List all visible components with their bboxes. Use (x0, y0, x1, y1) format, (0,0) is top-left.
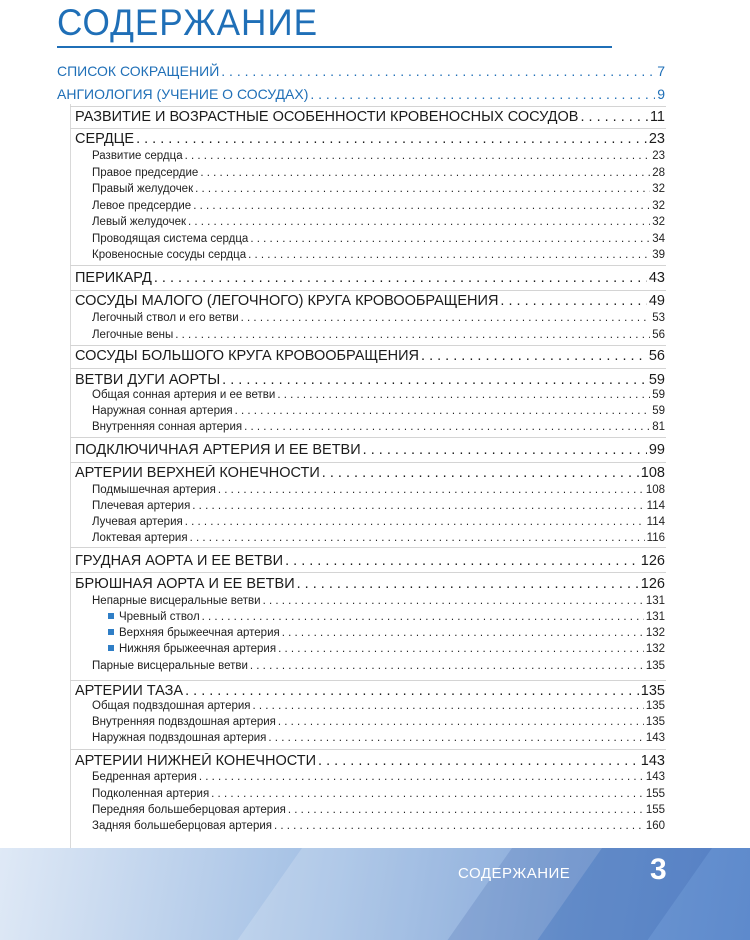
toc-divider (70, 462, 666, 463)
toc-divider (70, 437, 666, 438)
toc-entry[interactable]: АНГИОЛОГИЯ (УЧЕНИЕ О СОСУДАХ) . . . 9 (57, 86, 665, 102)
toc-divider (70, 128, 666, 129)
toc-entry[interactable]: ГРУДНАЯ АОРТА И ЕЕ ВЕТВИ . . . 126 (75, 553, 665, 569)
toc-divider (70, 749, 666, 750)
toc-entry[interactable]: АРТЕРИИ ТАЗА . . . 135 (75, 683, 665, 699)
toc-subentry[interactable]: Общая подвздошная артерия . . . 135 (92, 700, 665, 712)
toc-entry[interactable]: СПИСОК СОКРАЩЕНИЙ . . . 7 (57, 63, 665, 79)
toc-entry[interactable]: АРТЕРИИ ВЕРХНЕЙ КОНЕЧНОСТИ . . . 108 (75, 465, 665, 481)
toc-subsubentry[interactable]: Нижняя брыжеечная артерия . . . 132 (108, 643, 665, 655)
toc-subentry[interactable]: Кровеносные сосуды сердца . . . 39 (92, 249, 665, 261)
toc-divider (70, 106, 666, 107)
toc-divider (70, 680, 666, 681)
toc-entry[interactable]: БРЮШНАЯ АОРТА И ЕЕ ВЕТВИ . . . 126 (75, 576, 665, 592)
square-bullet-icon (108, 613, 114, 619)
toc-entry[interactable]: АРТЕРИИ НИЖНЕЙ КОНЕЧНОСТИ . . . 143 (75, 753, 665, 769)
toc-subentry[interactable]: Локтевая артерия . . . 116 (92, 532, 665, 544)
footer-section-label: СОДЕРЖАНИЕ (458, 865, 571, 882)
toc-subentry[interactable]: Бедренная артерия . . . 143 (92, 771, 665, 783)
toc-subsubentry[interactable]: Верхняя брыжеечная артерия . . . 132 (108, 627, 665, 639)
toc-subentry[interactable]: Правое предсердие . . . 28 (92, 167, 665, 179)
toc-subentry[interactable]: Общая сонная артерия и ее ветви . . . 59 (92, 389, 665, 401)
toc-subentry[interactable]: Легочные вены . . . 56 (92, 329, 665, 341)
toc-entry[interactable]: РАЗВИТИЕ И ВОЗРАСТНЫЕ ОСОБЕННОСТИ КРОВЕНОСНЫХ СОСУДОВ . . . 11 (75, 109, 665, 125)
square-bullet-icon (108, 629, 114, 635)
toc-divider (70, 547, 666, 548)
title-rule (57, 46, 612, 48)
toc-subentry[interactable]: Подмышечная артерия . . . 108 (92, 484, 665, 496)
square-bullet-icon (108, 645, 114, 651)
toc-subentry[interactable]: Непарные висцеральные ветви . . . 131 (92, 595, 665, 607)
toc-subentry[interactable]: Подколенная артерия . . . 155 (92, 788, 665, 800)
toc-divider (70, 368, 666, 369)
toc-subentry[interactable]: Внутренняя подвздошная артерия . . . 135 (92, 716, 665, 728)
toc-subentry[interactable]: Плечевая артерия . . . 114 (92, 500, 665, 512)
toc-subentry[interactable]: Правый желудочек . . . 32 (92, 183, 665, 195)
toc-entry[interactable]: СОСУДЫ БОЛЬШОГО КРУГА КРОВООБРАЩЕНИЯ . . . 56 (75, 348, 665, 364)
toc-subentry[interactable]: Наружная сонная артерия . . . 59 (92, 405, 665, 417)
footer-band (0, 848, 750, 940)
toc-divider (70, 345, 666, 346)
toc-entry[interactable]: СЕРДЦЕ . . . 23 (75, 131, 665, 147)
toc-subentry[interactable]: Легочный ствол и его ветви . . . 53 (92, 312, 665, 324)
toc-subentry[interactable]: Передняя большеберцовая артерия . . . 155 (92, 804, 665, 816)
toc-entry[interactable]: ПЕРИКАРД . . . 43 (75, 270, 665, 286)
toc-divider (70, 572, 666, 573)
toc-subentry[interactable]: Парные висцеральные ветви . . . 135 (92, 660, 665, 672)
toc-subentry[interactable]: Внутренняя сонная артерия . . . 81 (92, 421, 665, 433)
toc-vertical-rule (70, 104, 71, 850)
toc-entry[interactable]: СОСУДЫ МАЛОГО (ЛЕГОЧНОГО) КРУГА КРОВООБРАЩЕНИЯ . . . 49 (75, 293, 665, 309)
toc-subentry[interactable]: Задняя большеберцовая артерия . . . 160 (92, 820, 665, 832)
toc-divider (70, 265, 666, 266)
toc-entry[interactable]: ВЕТВИ ДУГИ АОРТЫ . . . 59 (75, 372, 665, 388)
toc-subsubentry[interactable]: Чревный ствол . . . 131 (108, 611, 665, 623)
toc-subentry[interactable]: Левое предсердие . . . 32 (92, 200, 665, 212)
toc-subentry[interactable]: Проводящая система сердца . . . 34 (92, 233, 665, 245)
toc-entry[interactable]: ПОДКЛЮЧИЧНАЯ АРТЕРИЯ И ЕЕ ВЕТВИ . . . 99 (75, 442, 665, 458)
page-title: СОДЕРЖАНИЕ (57, 2, 318, 43)
toc-subentry[interactable]: Наружная подвздошная артерия . . . 143 (92, 732, 665, 744)
toc-divider (70, 290, 666, 291)
toc-subentry[interactable]: Лучевая артерия . . . 114 (92, 516, 665, 528)
toc-subentry[interactable]: Развитие сердца . . . 23 (92, 150, 665, 162)
toc-subentry[interactable]: Левый желудочек . . . 32 (92, 216, 665, 228)
page-number: 3 (650, 853, 667, 886)
